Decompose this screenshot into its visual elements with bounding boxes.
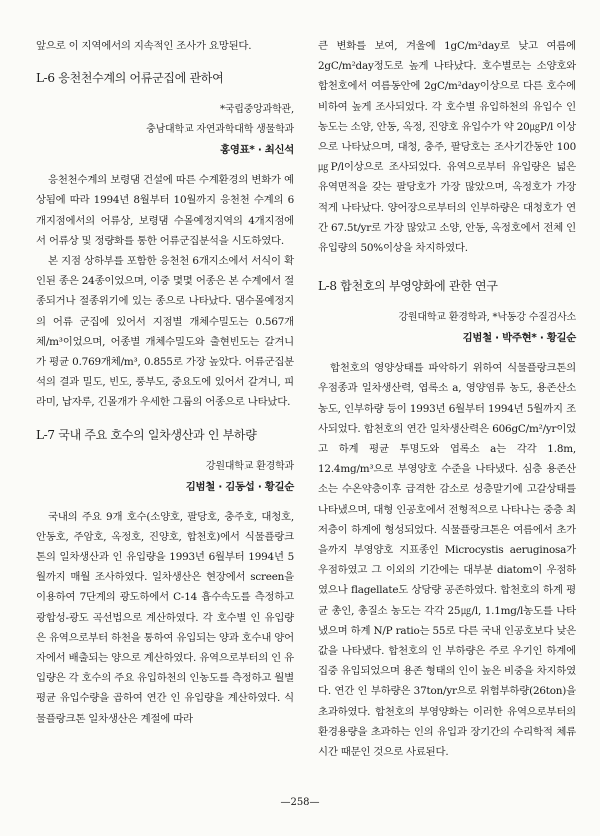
l6-affiliation-2: 충남대학교 자연과학대학 생물학과 (146, 124, 294, 136)
l7-paragraph-1: 국내의 주요 9개 호수(소양호, 팔당호, 충주호, 대청호, 안동호, 주암호, 옥정호, 진양호, 합천호)에서 식물플랑크톤의 일차생산과 인 유입량을 1993년 6월부터 1994년 5월까지 매월 조사하였다. 일차생산은 현장에서 screen을 이용하여 7단계의 광도하에서 C-14 흡수속도를 측정하고 광합성-광도 곡선법으로 계산하였다. 각 호수별 인 유입량은 유역으로부터 하천을 통하여 유입되는 양과 호수내 양어자에서 배출되는 양으로 계산하였다. 유역으로부터의 인 유입량은 각 호수의 주요 유입하천의 인농도를 측정하고 월별 평균 유입수량을 곱하여 연간 인 유입량을 계산하였다. 식물플랑크톤 일차생산은 계절에 따라 (36, 510, 294, 725)
l8-affiliation: 강원대학교 환경학과, *낙동강 수질검사소 (398, 312, 576, 324)
section-l6-title: L-6 응천천수계의 어류군집에 관하여 (36, 71, 224, 86)
l6-affiliation-1: *국립중앙과학관, (220, 104, 294, 116)
l8-paragraph-1: 합천호의 영양상태를 파악하기 위하여 식물플랑크톤의 우점종과 일차생산력, 엽록소 a, 영양염류 농도, 용존산소농도, 인부하량 등이 1993년 6월부터 1994년 5월까지 조사되었다. 합천호의 연간 일차생산력은 606gC/m²/yr이었고 하계 평균 투명도와 엽록소 a는 각각 1.8m, 12.4mg/m³으로 부영양호 수준을 나타냈다. 심층 용존산소는 수온약층이후 급격한 감소로 성층말기에 고갈상태를 나타냈으며, 대형 인공호에서 전형적으로 나타나는 중층 최저층이 하계에 형성되었다. 식물플랑크톤은 여름에서 초가을까지 부영양호 지표종인 Microcystis aeruginosa가 우점하였고 그 이외의 기간에는 대부분 diatom이 우점하였으나 flagellate도 상당량 공존하였다. 합천호의 하계 평균 총인, 총질소 농도는 각각 25㎍/l, 1.1mg/l농도를 나타냈으며 하계 N/P ratio는 55로 다른 국내 인공호보다 낮은 값을 나타냈다. 합천호의 인 부하량은 주로 우기인 하계에 집중 유입되었으며 용존 형태의 인이 높은 비중을 차지하였다. 연간 인 부하량은 37ton/yr으로 위험부하량(26ton)을 초과하였다. 합천호의 부영양화는 이러한 유역으로부터의 환경용량을 초과하는 인의 유입과 장기간의 수리학적 체류시간 때문인 것으로 사료된다. (318, 362, 576, 759)
section-l8-title: L-8 합천호의 부영양화에 관한 연구 (318, 279, 498, 294)
page-number: —258— (280, 797, 320, 808)
l6-authors: 홍영표* · 최신석 (220, 144, 294, 157)
l8-authors: 김범철 · 박주현* · 황길순 (462, 332, 576, 345)
l7-authors: 김범철 · 김동섭 · 황길순 (185, 480, 294, 493)
l6-paragraph-1: 응천천수계의 보령댐 건설에 따른 수계환경의 변화가 예상됨에 따라 1994년 8월부터 10월까지 응천천 수계의 6개지점에서의 어류상, 보령댐 수몰예정지역의 4개지점에서 어류상 및 정량화를 통한 어류군집분석을 시도하였다. (36, 174, 294, 247)
l7-continuation: 큰 변화를 보여, 겨울에 1gC/m²day로 낮고 여름에 2gC/m²day정도로 높게 나타났다. 호수별로는 소양호와 합천호에서 여름동안에 2gC/m²day이상으로 다른 호수에 비하여 높게 조사되었다. 각 호수별 유입하천의 유입수 인농도는 소양, 안동, 옥정, 진양호 유입수가 약 20㎍P/l 이상으로 나타났으며, 대청, 충주, 팔당호는 조사기간동안 100㎍P/l이상으로 조사되었다. 유역으로부터 유입량은 넓은 유역면적을 갖는 팔당호가 가장 많았으며, 옥정호가 가장 적게 나타났다. 양어장으로부터의 인부하량은 대청호가 연간 67.5t/yr로 가장 많았고 소양, 안동, 옥정호에서 전체 인유입량의 50%이상을 차지하였다. (318, 40, 576, 255)
section-l7-title: L-7 국내 주요 호수의 일차생산과 인 부하량 (36, 427, 257, 442)
l6-paragraph-2: 본 지점 상하부를 포함한 응천천 6개지소에서 서식이 확인된 종은 24종이었으며, 이중 몇몇 어종은 본 수계에서 절종되거나 절종위기에 있는 종으로 나타났다. 댐수몰예정지의 어류 군집에 있어서 지점별 개체수밀도는 0.567개체/m³이었으며, 어종별 개체수밀도와 출현빈도는 갈겨니가 평균 0.769개체/m³, 0.855로 가장 높았다. 어류군집분석의 결과 밀도, 빈도, 풍부도, 중요도에 있어서 갈겨니, 피라미, 납자루, 긴몰개가 우세한 그룹의 어종으로 나타났다. (36, 255, 294, 409)
left-column (36, 36, 294, 729)
l7-affiliation: 강원대학교 환경학과 (205, 460, 294, 472)
intro-text: 앞으로 이 지역에서의 지속적인 조사가 요망된다. (36, 40, 252, 52)
right-column (318, 36, 576, 762)
